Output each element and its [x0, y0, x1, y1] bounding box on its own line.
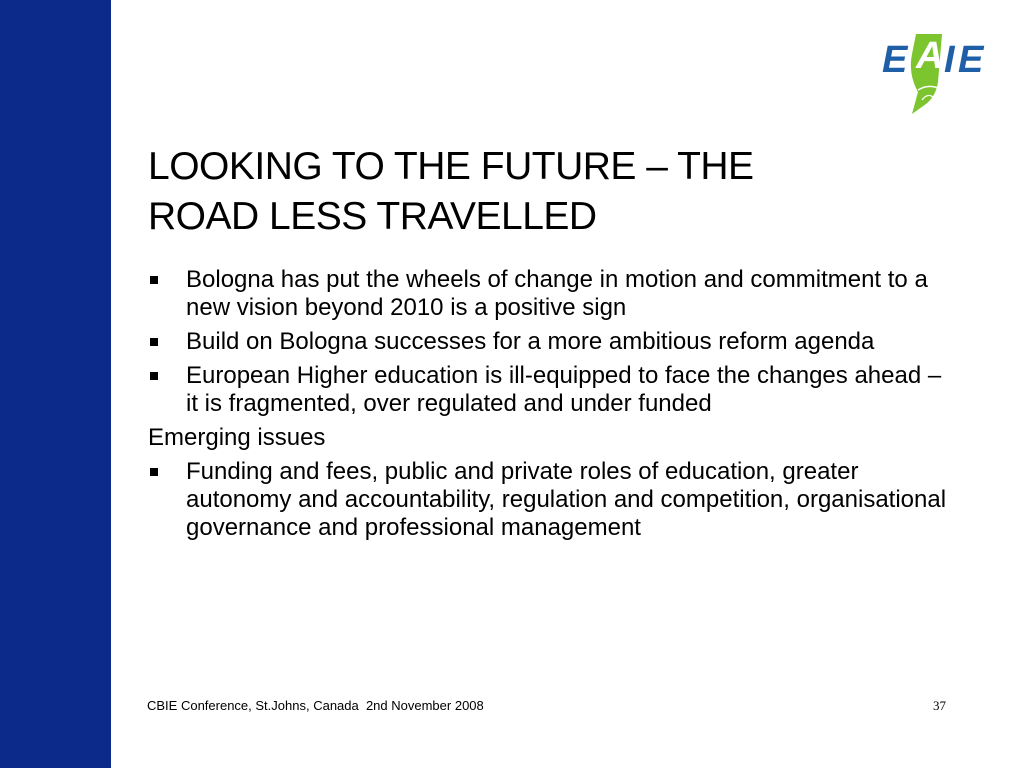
page-number: 37: [933, 698, 946, 713]
slide-title-line: ROAD LESS TRAVELLED: [148, 195, 597, 238]
slide-title-line: LOOKING TO THE FUTURE – THE: [148, 145, 754, 188]
bullet-text: Bologna has put the wheels of change in motion and commitment to a new vision beyond 2010 is a positive sign: [186, 266, 928, 321]
bullet-text: European Higher education is ill-equipped to face the changes ahead – it is fragmented, over regulated and under funded: [186, 362, 942, 417]
bullet-item: [148, 458, 958, 542]
logo-letter: E: [958, 39, 984, 81]
bullet-text: Build on Bologna successes for a more ambitious reform agenda: [186, 328, 875, 355]
square-bullet-icon: [150, 468, 158, 476]
eaie-logo: [878, 32, 990, 116]
left-accent-bar: [0, 0, 111, 768]
square-bullet-icon: [150, 338, 158, 346]
slide-body: [148, 266, 958, 548]
logo-letter: E: [882, 39, 908, 81]
bullet-item: [148, 362, 958, 418]
square-bullet-icon: [150, 276, 158, 284]
slide-title: [148, 142, 928, 242]
logo-letter: I: [944, 39, 955, 81]
square-bullet-icon: [150, 372, 158, 380]
bullet-text: Funding and fees, public and private roles of education, greater autonomy and accountability, regulation and competition, organisational governance and professional management: [186, 458, 947, 541]
logo-letter: A: [916, 35, 944, 77]
logo-wordmark: [878, 35, 990, 81]
section-heading: Emerging issues: [148, 424, 326, 451]
bullet-item: [148, 328, 958, 356]
bullet-item: [148, 266, 958, 322]
footer-text: CBIE Conference, St.Johns, Canada 2nd November 2008: [147, 698, 484, 713]
